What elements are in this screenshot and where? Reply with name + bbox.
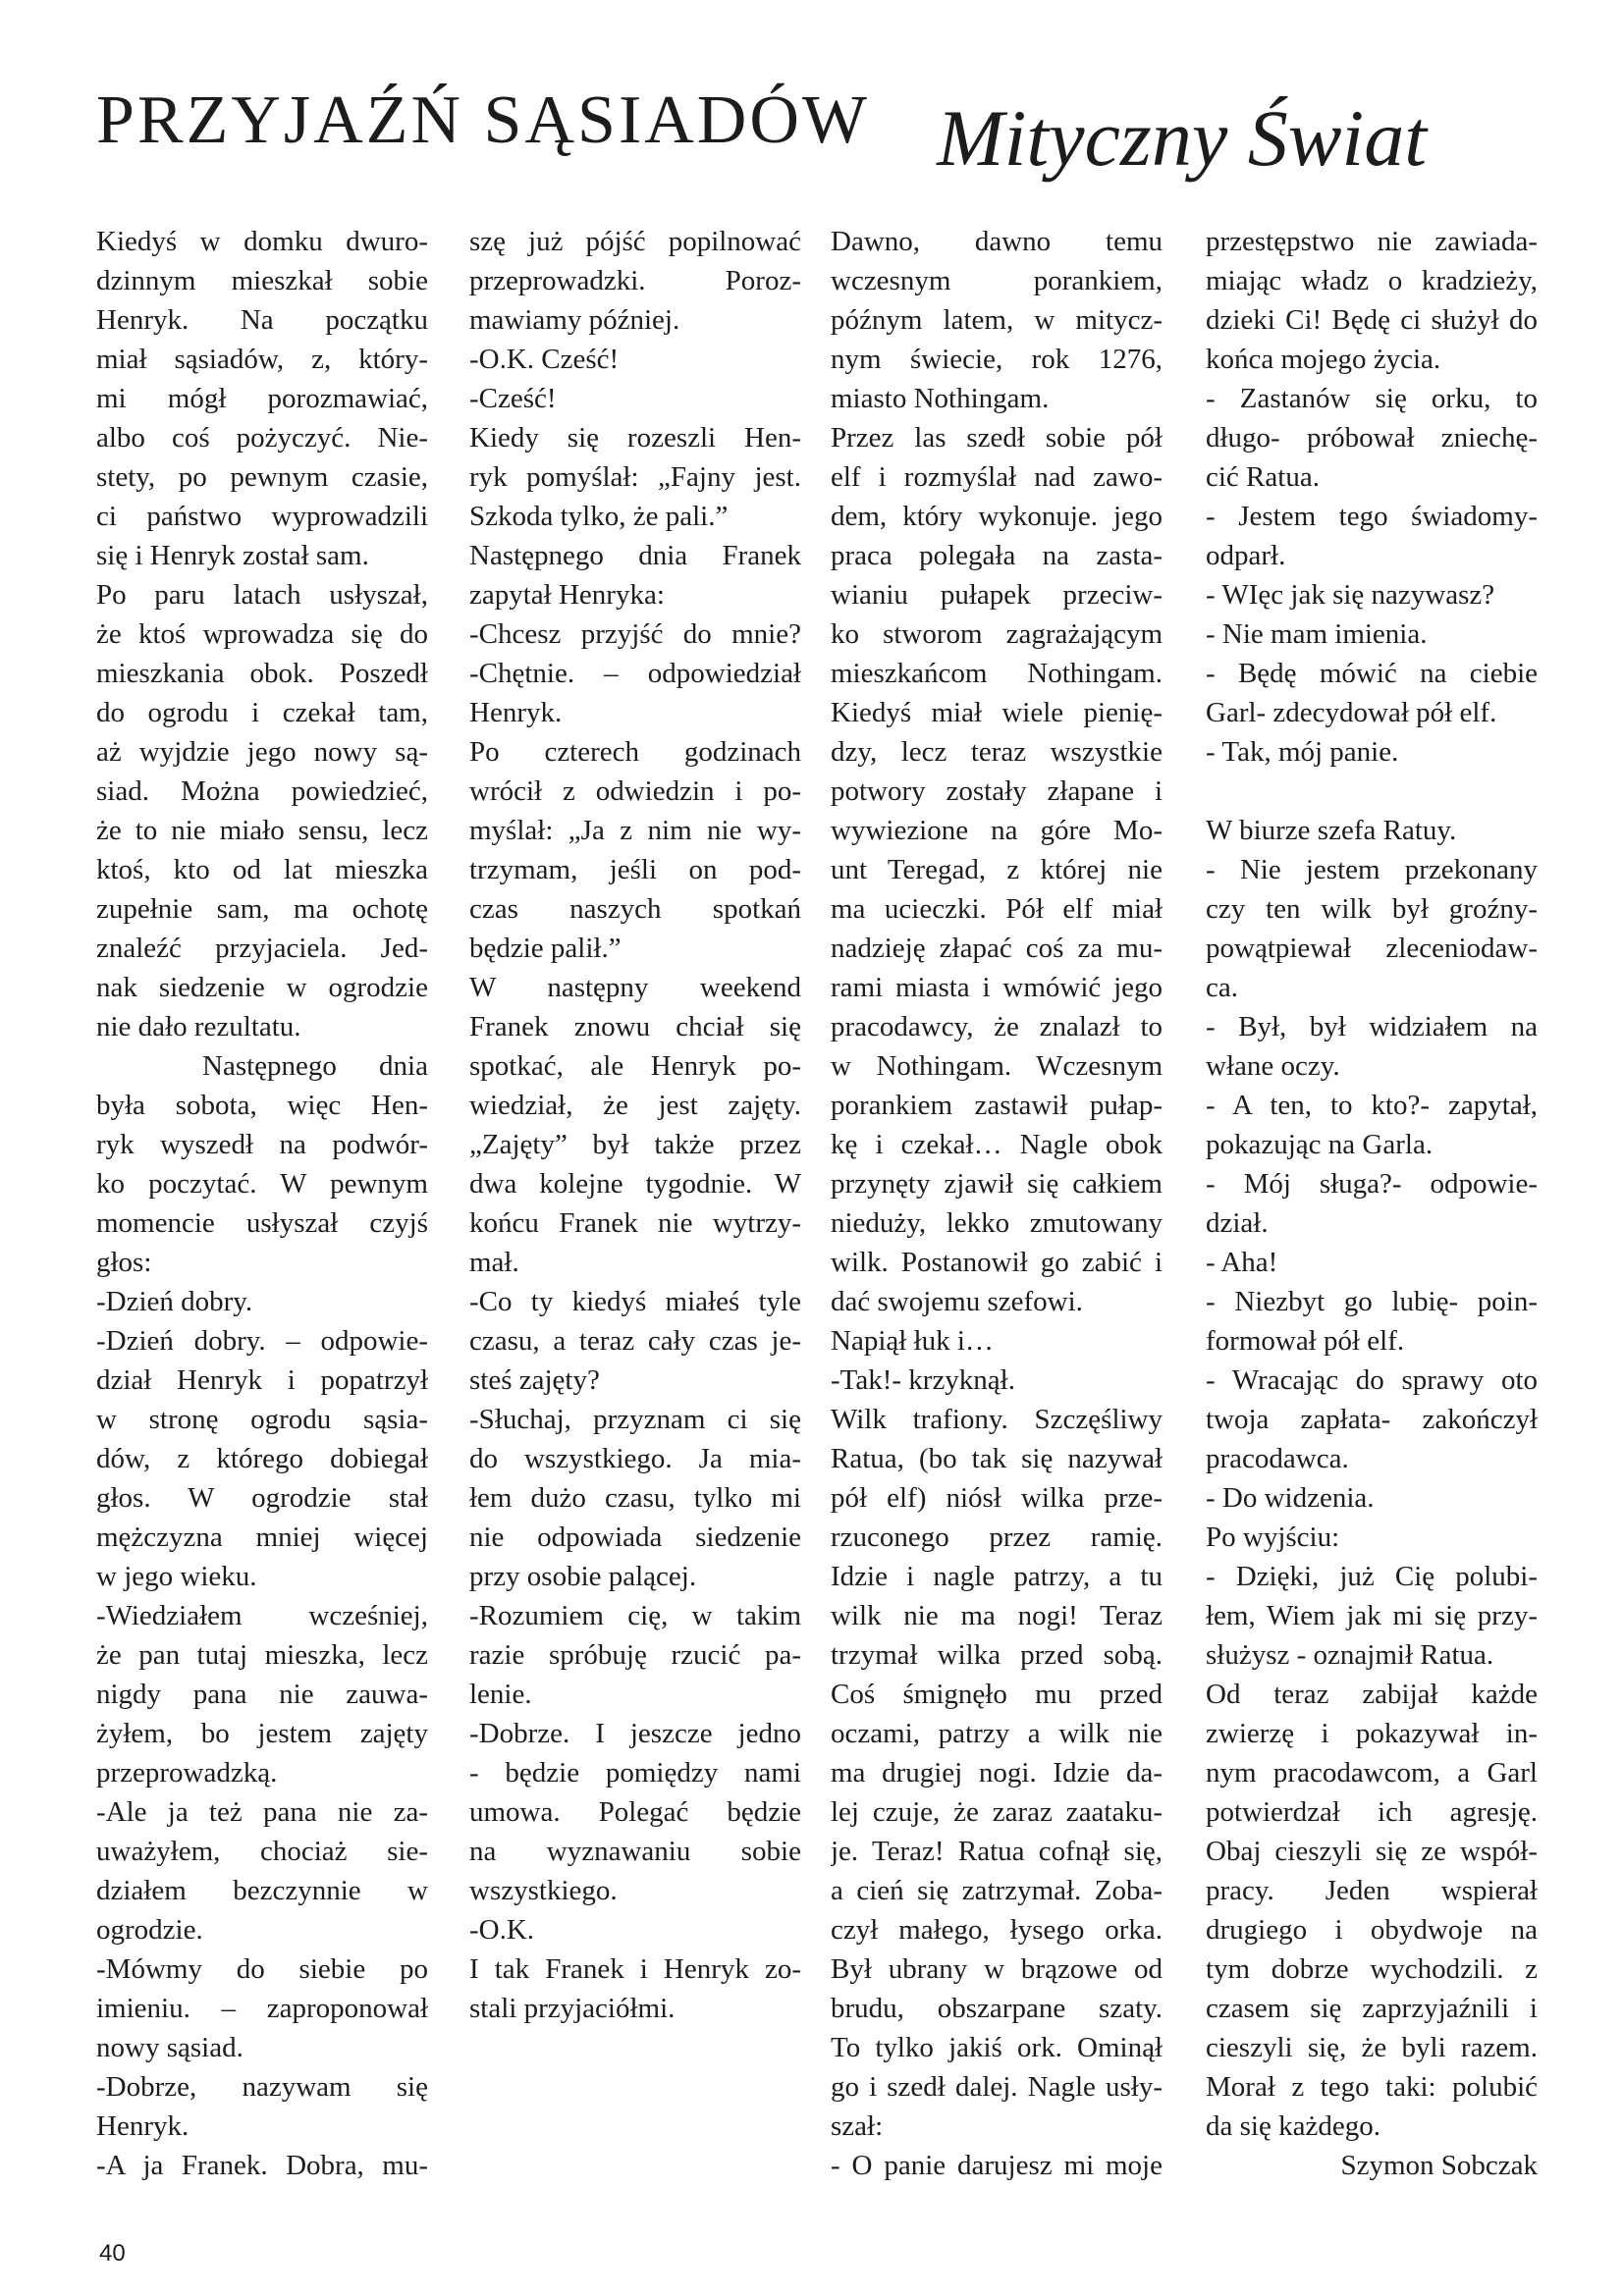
text-line: porankiem zastawił pułap- [831, 1090, 1163, 1121]
text-line: przeprowadzką. [96, 1757, 278, 1789]
text-line: dem, który wykonuje. jego [831, 501, 1163, 532]
text-line: go i szedł dalej. Nagle usły- [831, 2071, 1163, 2103]
text-line: pokazując na Garla. [1206, 1129, 1434, 1160]
text-line: - Dzięki, już Cię polubi- [1206, 1561, 1538, 1592]
text-line: tym dobrze wychodzili. z [1206, 1953, 1538, 1985]
text-line: -Rozumiem cię, w takim [469, 1600, 801, 1631]
text-line: pół elf) niósł wilka prze- [831, 1482, 1163, 1514]
text-line: czas naszych spotkań [469, 893, 801, 925]
text-line: dzy, lecz teraz wszystkie [831, 736, 1163, 768]
text-line: rami miasta i wmówić jego [831, 972, 1163, 1003]
text-line: dział. [1206, 1207, 1269, 1239]
text-line: da się każdego. [1206, 2110, 1380, 2142]
text-line: „Zajęty” był także przez [469, 1129, 801, 1160]
text-line: przynęty zjawił się całkiem [831, 1168, 1163, 1200]
text-line: nigdy pana nie zauwa- [96, 1679, 428, 1710]
text-line: mi mógł porozmawiać, [96, 383, 428, 414]
text-line: w Nothingam. Wczesnym [831, 1050, 1163, 1082]
text-line: zapytał Henryka: [469, 579, 665, 611]
text-line: mężczyzna mniej więcej [96, 1522, 428, 1553]
text-line: nie dało rezultatu. [96, 1011, 301, 1042]
text-line: Kiedy się rozeszli Hen- [469, 422, 801, 454]
text-line: elf i rozmyślał nad zawo- [831, 461, 1163, 493]
text-line: nieduży, lekko zmutowany [831, 1207, 1163, 1239]
text-line: na wyznawaniu sobie [469, 1836, 801, 1867]
text-line: miał sąsiadów, z, który- [96, 344, 428, 375]
text-line: łem, Wiem jak mi się przy- [1206, 1600, 1538, 1631]
text-line: praca polegała na zasta- [831, 540, 1163, 571]
text-line: ryk pomyślał: „Fajny jest. [469, 461, 801, 493]
text-line [1206, 772, 1538, 811]
text-line: - A ten, to kto?- zapytał, [1206, 1090, 1538, 1121]
text-line: - Jestem tego świadomy- [1206, 501, 1538, 532]
text-line: -Wiedziałem wcześniej, [96, 1600, 428, 1631]
text-line: nie odpowiada siedzenie [469, 1522, 801, 1553]
article-title-right: Mityczny Świat [937, 93, 1427, 183]
text-line: ogrodzie. [96, 1914, 203, 1946]
text-line: głos. W ogrodzie stał [96, 1482, 428, 1514]
text-line: ko stworom zagrażającym [831, 618, 1163, 650]
text-line: formował pół elf. [1206, 1325, 1405, 1357]
text-line: Następnego dnia [202, 1050, 428, 1082]
text-line: steś zajęty? [469, 1364, 600, 1396]
text-line: dwa kolejne tygodnie. W [469, 1168, 801, 1200]
text-line: zwierzę i pokazywał in- [1206, 1718, 1538, 1749]
text-line: nadzieję złapać coś za mu- [831, 933, 1163, 964]
text-line: trzymam, jeśli on pod- [469, 854, 801, 885]
text-line: miając władz o kradzieży, [1206, 265, 1538, 296]
text-line: oczami, patrzy a wilk nie [831, 1718, 1163, 1749]
text-line: wiedział, że jest zajęty. [469, 1090, 801, 1121]
text-line: przestępstwo nie zawiada- [1206, 226, 1538, 257]
text-line: cieszyli się, że byli razem. [1206, 2032, 1538, 2063]
text-line: włane oczy. [1206, 1050, 1340, 1082]
text-line: że ktoś wprowadza się do [96, 618, 428, 650]
text-line: się i Henryk został sam. [96, 540, 369, 571]
text-line: dów, z którego dobiegał [96, 1443, 428, 1474]
text-line: -Dzień dobry. – odpowie- [96, 1325, 428, 1357]
text-line: w stronę ogrodu sąsia- [96, 1404, 428, 1435]
text-line: wczesnym porankiem, [831, 265, 1163, 296]
text-line: je. Teraz! Ratua cofnął się, [831, 1836, 1163, 1867]
text-line: mał. [469, 1247, 519, 1278]
text-line: dzinnym mieszkał sobie [96, 265, 428, 296]
text-line: - Mój sługa?- odpowie- [1206, 1168, 1538, 1200]
text-line: - Do widzenia. [1206, 1482, 1375, 1514]
text-line: Szymon Sobczak [1340, 2150, 1538, 2181]
text-line: Był ubrany w brązowe od [831, 1953, 1163, 1985]
text-line: nowy sąsiad. [96, 2032, 243, 2063]
text-line: -Słuchaj, przyznam ci się [469, 1404, 801, 1435]
text-line: dać swojemu szefowi. [831, 1286, 1083, 1317]
text-line: - O panie darujesz mi moje [831, 2150, 1163, 2181]
text-line: - Aha! [1206, 1247, 1278, 1278]
text-line: stali przyjaciółmi. [469, 1993, 676, 2024]
text-line: Garl- zdecydował pół elf. [1206, 697, 1497, 728]
text-line: momencie usłyszał czyjś [96, 1207, 428, 1239]
text-line: wilk. Postanowił go zabić i [831, 1247, 1163, 1278]
text-line: stety, po pewnym czasie, [96, 461, 428, 493]
text-line: kę i czekał… Nagle obok [831, 1129, 1163, 1160]
text-line: siad. Można powiedzieć, [96, 775, 428, 807]
text-line: uważyłem, chociaż sie- [96, 1836, 428, 1867]
text-line: że to nie miało sensu, lecz [96, 815, 428, 846]
text-line: znaleźć przyjaciela. Jed- [96, 933, 428, 964]
text-line: -Chętnie. – odpowiedział [469, 658, 801, 689]
text-line: nym świecie, rok 1276, [831, 344, 1163, 375]
text-line: głos: [96, 1247, 152, 1278]
text-line: Henryk. Na początku [96, 304, 428, 336]
page-number: 40 [99, 2240, 126, 2267]
text-line: szę już pójść popilnować [469, 226, 801, 257]
text-line: Obaj cieszyli się ze współ- [1206, 1836, 1538, 1867]
text-line: -Dzień dobry. [96, 1286, 253, 1317]
text-line: Franek znowu chciał się [469, 1011, 801, 1042]
text-line: unt Teregad, z której nie [831, 854, 1163, 885]
text-line: ma ucieczki. Pół elf miał [831, 893, 1163, 925]
text-line: pracodawca. [1206, 1443, 1349, 1474]
text-line: nak siedzenie w ogrodzie [96, 972, 428, 1003]
text-line: czył małego, łysego orka. [831, 1914, 1163, 1946]
text-line: Kiedyś w domku dwuro- [96, 226, 428, 257]
text-line: szał: [831, 2110, 884, 2142]
text-line: I tak Franek i Henryk zo- [469, 1953, 801, 1985]
text-line: czy ten wilk był groźny- [1206, 893, 1538, 925]
text-line: miasto Nothingam. [831, 383, 1050, 414]
text-line: umowa. Polegać będzie [469, 1796, 801, 1828]
text-line: żyłem, bo jestem zajęty [96, 1718, 428, 1749]
text-line: Szkoda tylko, że pali.” [469, 501, 729, 532]
text-line: -Ale ja też pana nie za- [96, 1796, 428, 1828]
text-line: - Nie mam imienia. [1206, 618, 1428, 650]
article-left-column-2 [469, 222, 801, 2185]
text-line: Przez las szedł sobie pół [831, 422, 1163, 454]
text-line: Po wyjściu: [1206, 1522, 1340, 1553]
text-line: -Dobrze, nazywam się [96, 2071, 428, 2103]
text-line: końca mojego życia. [1206, 344, 1441, 375]
text-line: powątpiewał zleceniodaw- [1206, 933, 1538, 964]
text-line: lenie. [469, 1679, 532, 1710]
text-line: - Niezbyt go lubię- poin- [1206, 1286, 1538, 1317]
text-line: była sobota, więc Hen- [96, 1090, 428, 1121]
text-line: -A ja Franek. Dobra, mu- [96, 2150, 428, 2181]
text-line: czasu, a teraz cały czas je- [469, 1325, 801, 1357]
text-line: Morał z tego taki: polubić [1206, 2071, 1538, 2103]
text-line: imieniu. – zaproponował [96, 1993, 428, 2024]
text-line: Ratua, (bo tak się nazywał [831, 1443, 1163, 1474]
text-line: mieszkania obok. Poszedł [96, 658, 428, 689]
text-line: drugiego i obydwoje na [1206, 1914, 1538, 1946]
text-line: ko poczytać. W pewnym [96, 1168, 428, 1200]
text-line: ktoś, kto od lat mieszka [96, 854, 428, 885]
text-line: -Dobrze. I jeszcze jedno [469, 1718, 801, 1749]
text-line: Od teraz zabijał każde [1206, 1679, 1538, 1710]
text-line: - będzie pomiędzy nami [469, 1757, 801, 1789]
text-line: -Co ty kiedyś miałeś tyle [469, 1286, 801, 1317]
text-line: -O.K. Cześć! [469, 344, 620, 375]
text-line: spotkać, ale Henryk po- [469, 1050, 801, 1082]
text-line: potwory zostały złapane i [831, 775, 1163, 807]
text-line: Po paru latach usłyszał, [96, 579, 428, 611]
text-line: mieszkańcom Nothingam. [831, 658, 1163, 689]
text-line: albo coś pożyczyć. Nie- [96, 422, 428, 454]
text-line: łem dużo czasu, tylko mi [469, 1482, 801, 1514]
article-right-column-1 [831, 222, 1163, 2185]
text-line: Po czterech godzinach [469, 736, 801, 768]
text-line: cić Ratua. [1206, 461, 1320, 493]
article-title-left: PRZYJAŹŃ SĄSIADÓW [96, 82, 870, 158]
text-line: brudu, obszarpane szaty. [831, 1993, 1163, 2024]
text-line: - Był, był widziałem na [1206, 1011, 1538, 1042]
text-line: dzieki Ci! Będę ci służył do [1206, 304, 1538, 336]
text-line: lej czuje, że zaraz zaataku- [831, 1796, 1163, 1828]
text-line: rzuconego przez ramię. [831, 1522, 1163, 1553]
text-line: służysz - oznajmił Ratua. [1206, 1639, 1494, 1671]
text-line: w jego wieku. [96, 1561, 257, 1592]
text-line: myślał: „Ja z nim nie wy- [469, 815, 801, 846]
text-line: czasem się zaprzyjaźnili i [1206, 1993, 1538, 2024]
text-line: Henryk. [96, 2110, 189, 2142]
article-right-column-2 [1206, 222, 1538, 2185]
text-line: przeprowadzki. Poroz- [469, 265, 801, 296]
text-line: ci państwo wyprowadzili [96, 501, 428, 532]
text-line: długo- próbował zniechę- [1206, 422, 1538, 454]
text-line: potwierdzał ich agresję. [1206, 1796, 1538, 1828]
text-line: do ogrodu i czekał tam, [96, 697, 428, 728]
text-line: pracy. Jeden wspierał [1206, 1875, 1538, 1906]
text-line: twoja zapłata- zakończył [1206, 1404, 1538, 1435]
text-line: będzie palił.” [469, 933, 622, 964]
article-left-column-1 [96, 222, 428, 2185]
text-line: działem bezczynnie w [96, 1875, 428, 1906]
text-line: Wilk trafiony. Szczęśliwy [831, 1404, 1163, 1435]
text-line: późnym latem, w mitycz- [831, 304, 1163, 336]
text-line: pracodawcy, że znalazł to [831, 1011, 1163, 1042]
text-line: W następny weekend [469, 972, 801, 1003]
article-mythical-world [831, 222, 1538, 2185]
text-line: Kiedyś miał wiele pienię- [831, 697, 1163, 728]
text-line: przy osobie palącej. [469, 1561, 697, 1592]
text-line: - Zastanów się orku, to [1206, 383, 1538, 414]
text-line: W biurze szefa Ratuy. [1206, 815, 1457, 846]
text-line: wszystkiego. [469, 1875, 618, 1906]
text-line: razie spróbuję rzucić pa- [469, 1639, 801, 1671]
text-line: wrócił z odwiedzin i po- [469, 775, 801, 807]
text-line: do wszystkiego. Ja mia- [469, 1443, 801, 1474]
text-line: - WIęc jak się nazywasz? [1206, 579, 1495, 611]
text-line: -Chcesz przyjść do mnie? [469, 618, 801, 650]
text-line: wianiu pułapek przeciw- [831, 579, 1163, 611]
text-line: odparł. [1206, 540, 1286, 571]
text-line: ryk wyszedł na podwór- [96, 1129, 428, 1160]
text-line: ma drugiej nogi. Idzie da- [831, 1757, 1163, 1789]
text-line: Dawno, dawno temu [831, 226, 1163, 257]
text-line: -Cześć! [469, 383, 557, 414]
text-line: ca. [1206, 972, 1238, 1003]
text-line: trzymał wilka przed sobą. [831, 1639, 1163, 1671]
text-line: -Tak!- krzyknął. [831, 1364, 1015, 1396]
text-line: Coś śmignęło mu przed [831, 1679, 1163, 1710]
article-friendship-of-neighbours [96, 222, 801, 2185]
text-line: - Będę mówić na ciebie [1206, 658, 1538, 689]
text-line: a cień się zatrzymał. Zoba- [831, 1875, 1163, 1906]
text-line: - Nie jestem przekonany [1206, 854, 1538, 885]
text-line: że pan tutaj mieszka, lecz [96, 1639, 428, 1671]
text-line: Napiął łuk i… [831, 1325, 994, 1357]
text-line: końcu Franek nie wytrzy- [469, 1207, 801, 1239]
text-line: dział Henryk i popatrzył [96, 1364, 428, 1396]
text-line: Henryk. [469, 697, 563, 728]
text-line: mawiamy później. [469, 304, 680, 336]
text-line: zupełnie sam, ma ochotę [96, 893, 428, 925]
text-line: wywiezione na góre Mo- [831, 815, 1163, 846]
text-line: Idzie i nagle patrzy, a tu [831, 1561, 1163, 1592]
text-line: - Tak, mój panie. [1206, 736, 1399, 768]
text-line: To tylko jakiś ork. Ominął [831, 2032, 1163, 2063]
text-line: wilk nie ma nogi! Teraz [831, 1600, 1163, 1631]
text-line: aż wyjdzie jego nowy są- [96, 736, 428, 768]
text-line: -O.K. [469, 1914, 535, 1946]
text-line: - Wracając do sprawy oto [1206, 1364, 1538, 1396]
text-line: -Mówmy do siebie po [96, 1953, 428, 1985]
text-line: Następnego dnia Franek [469, 540, 801, 571]
text-line: nym pracodawcom, a Garl [1206, 1757, 1538, 1789]
